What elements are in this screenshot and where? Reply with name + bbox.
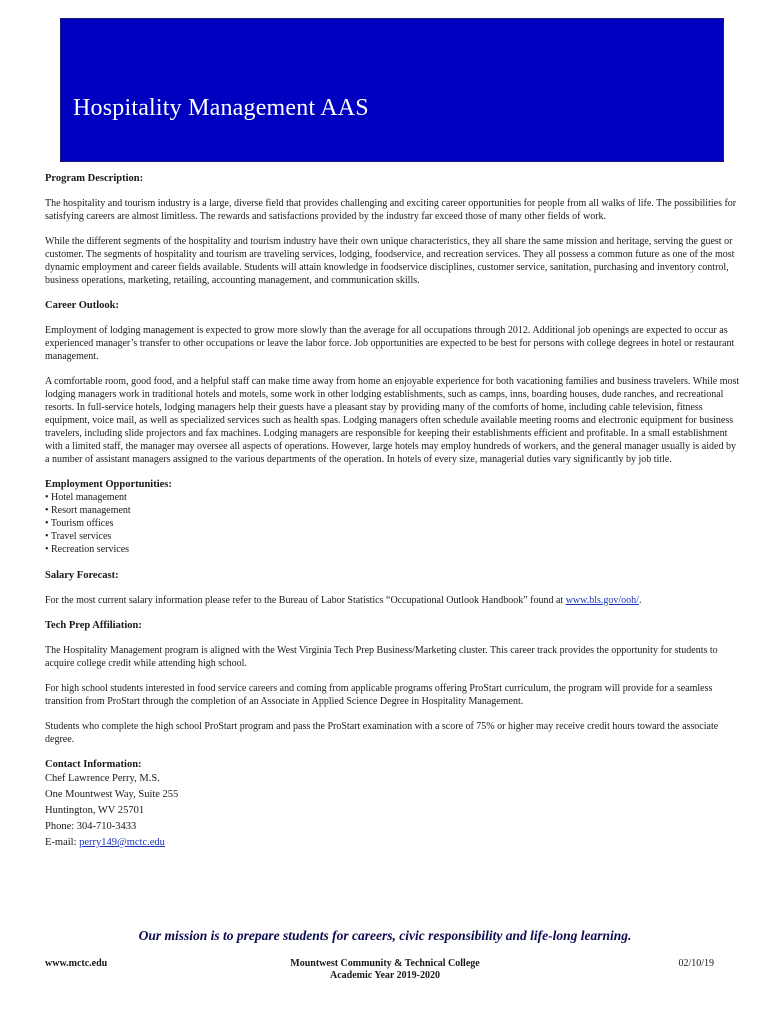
footer-date: 02/10/19 xyxy=(678,958,714,969)
footer-college xyxy=(230,958,540,982)
contact-address-1: One Mountwest Way, Suite 255 xyxy=(45,789,179,800)
contact-email-row xyxy=(45,835,740,851)
contact-address-2: Huntington, WV 25701 xyxy=(45,805,145,816)
career-paragraph-1: Employment of lodging management is expected to grow more slowly than the average for all occupations through 2012. Additional job openings are expected to occur as experienced manager’s transfer to other occupations or leave the labor force. Job opportunities are expected to be best for persons with college degrees in hotel or restaurant management. xyxy=(45,325,735,362)
list-item: • Recreation services xyxy=(45,544,130,555)
college-name: Mountwest Community & Technical College xyxy=(290,958,480,969)
program-description-heading: Program Description: xyxy=(45,173,144,184)
academic-year: Academic Year 2019-2020 xyxy=(330,970,440,981)
tech-prep-paragraph-2: For high school students interested in food service careers and coming from applicable programs offering ProStart curriculum, the program will provide for a seamless transition from ProStart through the completion of an Associate in Applied Science Degree in Hospitality Management. xyxy=(45,683,713,707)
salary-section xyxy=(45,569,740,607)
list-item: • Resort management xyxy=(45,505,131,516)
list-item: • Hotel management xyxy=(45,492,127,503)
employment-section xyxy=(45,478,740,556)
contact-phone: Phone: 304-710-3433 xyxy=(45,821,137,832)
program-description-section xyxy=(45,172,740,287)
email-link[interactable]: perry149@mctc.edu xyxy=(79,837,165,848)
mission-statement: Our mission is to prepare students for careers, civic responsibility and life-long learning. xyxy=(138,928,632,943)
career-outlook-heading: Career Outlook: xyxy=(45,300,119,311)
tech-prep-section xyxy=(45,619,740,746)
tech-prep-paragraph-3: Students who complete the high school ProStart program and pass the ProStart examination with a score of 75% or higher may receive credit hours toward the associate degree. xyxy=(45,721,719,745)
program-paragraph-2: While the different segments of the hospitality and tourism industry have their own unique characteristics, they all share the same mission and heritage, serving the guest or customer. The segments of hospitality and tourism are traveling services, lodging, foodservice, and recreation services. They all possess a common future as one of the most dynamic employment and career fields available. Students will attain knowledge in foodservice disciplines, customer service, sanitation, purchasing and inventory control, business operations, marketing, retailing, accounting management, and communication skills. xyxy=(45,236,735,286)
page-title: Hospitality Management AAS xyxy=(73,95,369,121)
salary-paragraph xyxy=(45,594,740,607)
bls-link[interactable]: www.bls.gov/ooh/ xyxy=(565,595,639,606)
career-paragraph-2: A comfortable room, good food, and a helpful staff can make time away from home an enjoyable experience for both vacationing families and business travelers. While most lodging managers work in traditional hotels and motels, some work in other lodging establishments, such as camps, inns, boarding houses, dude ranches, and recreational resorts. In full-service hotels, lodging managers help their guests have a pleasant stay by providing many of the comforts of home, including cable television, fitness equipment, voice mail, as well as specialized services such as health spas. Lodging managers often schedule available meeting rooms and electronic equipment for business travelers, including slide projectors and fax machines. Lodging managers are responsible for keeping their establishments efficient and profitable. In a small establishment with a limited staff, the manager may oversee all aspects of operations. However, large hotels may employ hundreds of workers, and the general manager usually is aided by a number of assistant managers assigned to the various departments of the operation. In hotels of every size, managerial duties vary significantly by job title. xyxy=(45,376,740,465)
salary-text-end: . xyxy=(638,595,642,606)
title-banner xyxy=(60,18,724,162)
tech-prep-paragraph-1: The Hospitality Management program is aligned with the West Virginia Tech Prep Business/Marketing cluster. This career track provides the opportunity for students to acquire college credit while attending high school. xyxy=(45,645,718,669)
salary-text: For the most current salary information please refer to the Bureau of Labor Statistics “Occupational Outlook Handbook” found at xyxy=(45,595,566,606)
footer-website: www.mctc.edu xyxy=(45,958,108,969)
employment-heading: Employment Opportunities: xyxy=(45,479,172,490)
email-label: E-mail: xyxy=(45,837,80,848)
contact-heading: Contact Information: xyxy=(45,759,142,770)
salary-heading: Salary Forecast: xyxy=(45,570,119,581)
document-body xyxy=(45,172,740,851)
list-item: • Travel services xyxy=(45,531,112,542)
list-item: • Tourism offices xyxy=(45,518,114,529)
program-paragraph-1: The hospitality and tourism industry is a large, diverse field that provides challenging and exciting career opportunities for people from all walks of life. The possibilities for satisfying careers are almost limitless. The rewards and satisfactions provided by the industry far exceed those of many other fields of work. xyxy=(45,198,737,222)
tech-prep-heading: Tech Prep Affiliation: xyxy=(45,620,142,631)
career-outlook-section xyxy=(45,299,740,466)
contact-section xyxy=(45,758,740,851)
contact-name: Chef Lawrence Perry, M.S. xyxy=(45,773,160,784)
employment-list xyxy=(45,491,740,556)
